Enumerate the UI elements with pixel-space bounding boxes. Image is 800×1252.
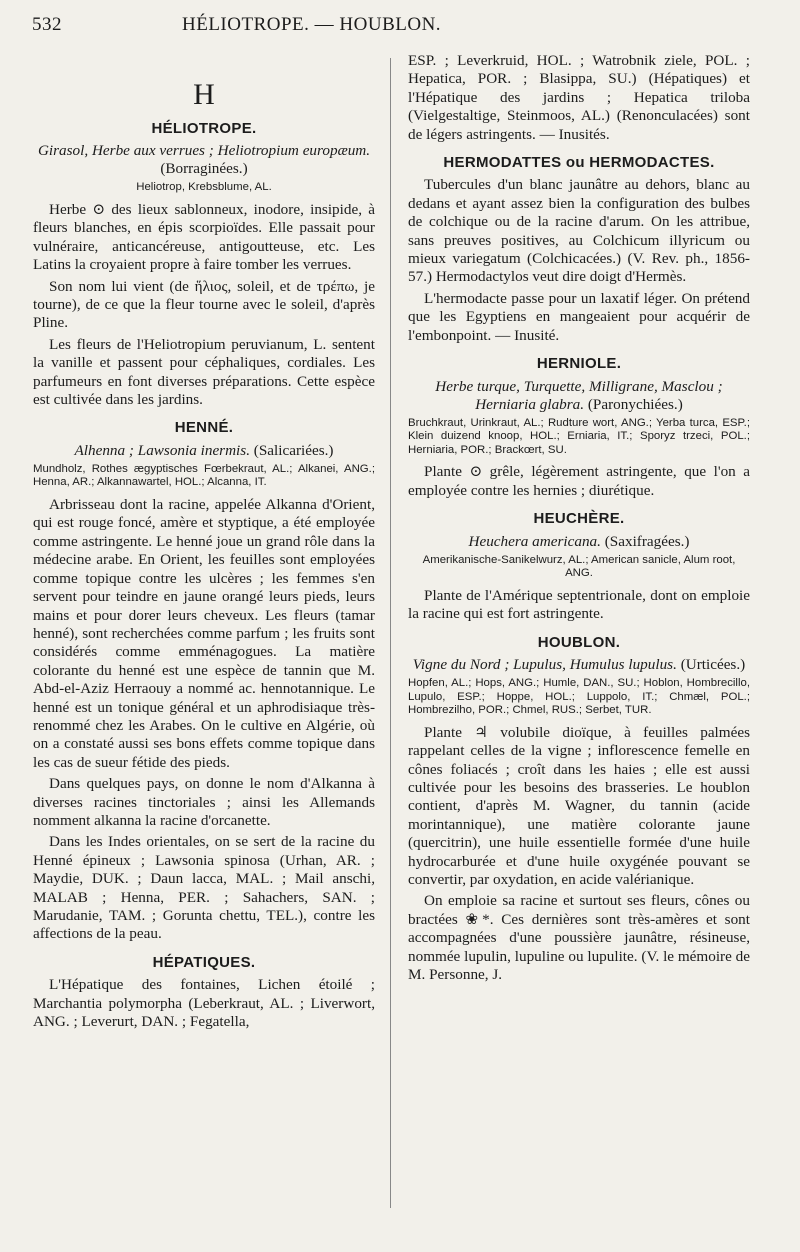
entry-synonyms-herniole (408, 378, 750, 414)
right-column (408, 52, 750, 987)
running-title: HÉLIOTROPE. — HOUBLON. (182, 14, 442, 35)
section-letter: H (193, 78, 215, 111)
family-text: (Salicariées.) (253, 441, 334, 459)
foreign-names-heuchere: Amerikanische-Sanikelwurz, AL.; American sanicle, Alum root, ANG. (422, 553, 736, 580)
entry-paragraph: Tubercules d'un blanc jaunâtre au dehors, blanc au dedans et ayant assez bien la configuration des bulbes de colchique ou de la racine d'arum. On les attribue, sans preuves positives, au Colchicum illyricum ou mieux variegatum (Colchicacées.) (V. Rev. ph., 1856-57.) Hermodactylos veut dire doigt d'Hermès. (408, 176, 750, 286)
entry-title-heliotrope: HÉLIOTROPE. (151, 120, 257, 137)
synonyms-text: Herbe turque, Turquette, Milligrane, Masclou ; Herniaria glabra. (435, 377, 723, 413)
page-number: 532 (32, 14, 62, 35)
entry-title-houblon: HOUBLON. (537, 633, 621, 651)
entry-paragraph: Les fleurs de l'Heliotropium peruvianum, L. sentent la vanille et passent pour céphaliques, cordiales. Les parfumeurs en font diverses préparations. Cette espèce est cultivée dans les jardins. (33, 335, 375, 409)
entry-title-herniole: HERNIOLE. (536, 355, 622, 373)
entry-synonyms-heliotrope (33, 142, 375, 178)
entry-paragraph: L'Hépatique des fontaines, Lichen étoilé ; Marchantia polymorpha (Leberkraut, AL. ; Liverwort, ANG. ; Leverurt, DAN. ; Fegatella, (33, 976, 375, 1031)
entry-title-hermodattes: HERMODATTES ou HERMODACTES. (443, 154, 715, 172)
synonyms-text: Heuchera americana. (468, 532, 601, 550)
entry-synonyms-houblon (408, 656, 750, 674)
entry-paragraph: L'hermodacte passe pour un laxatif léger. On prétend que les Egyptiens en mangeaient pour acquérir de l'embonpoint. — Inusité. (408, 289, 750, 344)
family-text: (Paronychiées.) (587, 395, 683, 413)
entry-paragraph: On emploie sa racine et surtout ses fleurs, cônes ou bractées ❀*. Ces dernières sont très-amères et sont accompagnées d'une poussière jaunâtre, résineuse, nommée lupulin, lupuline ou lupulite. (V. le mémoire de M. Personne, J. (408, 892, 750, 983)
foreign-names-henne: Mundholz, Rothes ægyptisches Fœrbekraut, AL.; Alkanei, ANG.; Henna, AR.; Alkannawartel, HOL.; Alcanna, IT. (33, 462, 375, 489)
family-text: (Saxifragées.) (604, 532, 690, 550)
foreign-names-heliotrope: Heliotrop, Krebsblume, AL. (136, 181, 272, 194)
column-divider (390, 58, 391, 1208)
entry-paragraph-continued: ESP. ; Leverkruid, HOL. ; Watrobnik ziele, POL. ; Hepatica, POR. ; Blasippa, SU.) (Hépatiques) et l'Hépatique des jardins ; Hepatica triloba (Vielgestaltige, Steinmoos, AL.) (Renonculacées) sont de légers astringents. — Inusités. (408, 52, 750, 143)
entry-synonyms-henne (33, 442, 375, 460)
entry-paragraph: Son nom lui vient (de ἥλιος, soleil, et de τρέπω, je tourne), de ce que la fleur tourne avec le soleil, d'après Pline. (33, 277, 375, 332)
synonyms-text: Girasol, Herbe aux verrues ; Heliotropium europæum. (37, 142, 371, 160)
entry-paragraph: Dans quelques pays, on donne le nom d'Alkanna à diverses racines tinctoriales ; ainsi les Allemands nomment alkanna la racine d'orcanette. (33, 775, 375, 829)
entry-paragraph: Plante ⊙ grêle, légèrement astringente, que l'on a employée contre les hernies ; diurétique. (408, 463, 750, 499)
foreign-names-houblon: Hopfen, AL.; Hops, ANG.; Humle, DAN., SU.; Hoblon, Hombrecillo, Lupulo, ESP.; Hoppe, HOL.; Luppolo, IT.; Chmæl, POL.; Hombrezilho, POR.; Chmel, RUS.; Serbet, TUR. (408, 676, 750, 717)
left-column (33, 52, 375, 1034)
entry-paragraph: Herbe ⊙ des lieux sablonneux, inodore, insipide, à fleurs blanches, en épis scorpioïdes. Elle passait pour vulnéraire, anticancéreuse, antigoutteuse, etc. Les Latins la croyaient propre à faire tomber les verrues. (33, 201, 375, 274)
entry-title-heuchere: HEUCHÈRE. (533, 510, 625, 528)
synonyms-text: Vigne du Nord ; Lupulus, Humulus lupulus. (412, 655, 677, 673)
entry-title-hepatiques: HÉPATIQUES. (152, 953, 256, 971)
foreign-names-herniole: Bruchkraut, Urinkraut, AL.; Rudture wort, ANG.; Yerba turca, ESP.; Klein duizend knoop, HOL.; Erniaria, IT.; Sporyz trzeci, POL.; Herniaria, POR.; Brackœrt, SU. (408, 416, 750, 456)
entry-paragraph: Dans les Indes orientales, on se sert de la racine du Henné épineux ; Lawsonia spinosa (Urhan, AR. ; Maydie, DUK. ; Daun lacca, MAL. ; Mail anschi, MALAB ; Henna, PER. ; Sahachers, SAN. ; Marudanie, TAM. ; Gorunta chettu, TEL.), contre les affections de la peau. (33, 833, 375, 943)
entry-synonyms-heuchere (408, 533, 750, 551)
entry-paragraph: Plante ♃ volubile dioïque, à feuilles palmées rappelant celles de la vigne ; inflorescence femelle en cônes foliacés ; croît dans les haies ; elle est aussi cultivée pour les besoins des brasseries. Le houblon contient, d'après M. Wagner, du tannin (acide morintannique), une matière colorante jaune (quercitrin), une huile essentielle formée d'une huile hydrocarburée et d'une huile oxygénée pouvant se convertir, par oxydation, en acide valérianique. (408, 723, 750, 888)
entry-paragraph: Plante de l'Amérique septentrionale, dont on emploie la racine qui est fort astringente. (408, 586, 750, 623)
family-text: (Borraginées.) (160, 160, 248, 178)
entry-paragraph: Arbrisseau dont la racine, appelée Alkanna d'Orient, qui est rouge foncé, amère et styptique, a été employée comme astringente. Le henné joue un grand rôle dans la médecine arabe. En Orient, les feuilles sont employées comme topique contre les ulcères ; les femmes s'en servent pour teindre en jaune orangé leurs pieds, leurs mains et pour dorer leurs cheveux. Les fleurs (tamar henné), sont recherchées comme parfum ; les fruits sont considérés comme emménagogues. La matière colorante du henné est une espèce de tannin que M. Abd-el-Aziz Herraouy a nommé ac. hennotannique. Le henné est un tonique général et un aphrodisiaque très-renommé chez les Arabes. On le cultive en Algérie, où on a constaté aussi ses bons effets comme topique dans les cas de sueur fétide des pieds. (33, 496, 375, 771)
synonyms-text: Alhenna ; Lawsonia inermis. (74, 441, 250, 459)
entry-title-henne: HENNÉ. (174, 419, 234, 437)
page-header (32, 14, 760, 40)
family-text: (Urticées.) (680, 655, 746, 673)
